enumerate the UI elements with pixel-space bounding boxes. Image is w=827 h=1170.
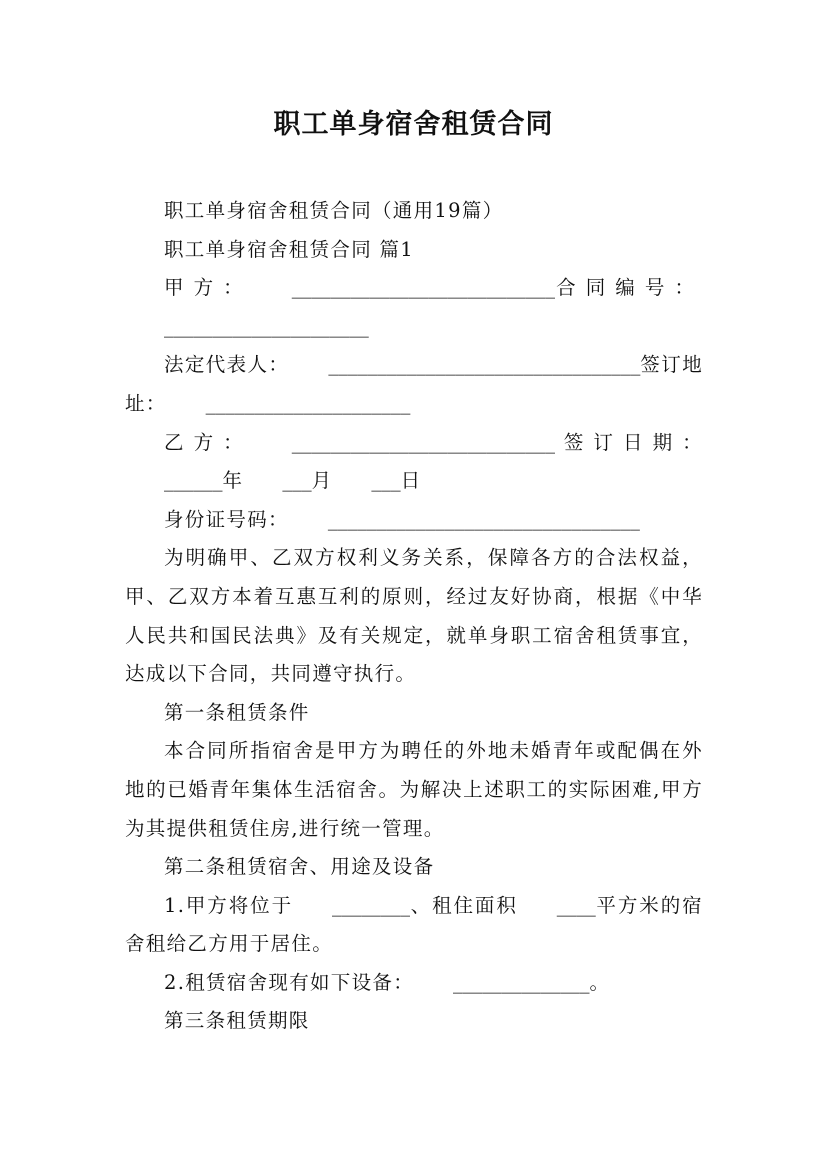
article1-heading: 第一条租赁条件: [164, 700, 310, 724]
document-body: [125, 192, 703, 1041]
article2-item1: [125, 887, 703, 964]
year-char: 年: [222, 469, 244, 493]
party-b-label: 乙方：: [164, 430, 253, 454]
month-blank: ___: [282, 469, 312, 493]
item1-mid: 、租住面积: [410, 893, 518, 917]
item2-suffix: 。: [589, 970, 611, 994]
sign-place-blank: _____________________: [205, 391, 411, 415]
article2-heading: 第二条租赁宿舍、用途及设备: [164, 855, 435, 879]
article2-item2: [125, 964, 703, 1003]
contract-no-label: 合同编号：: [555, 276, 703, 300]
contract-no-blank: _____________________: [164, 314, 369, 338]
id-line: [125, 501, 703, 540]
sign-date-label: 签订日期：: [555, 430, 703, 454]
item2-equipment-blank: ______________: [453, 970, 590, 994]
item2-prefix: 2.租赁宿舍现有如下设备：: [164, 970, 415, 994]
party-a-line: [125, 269, 703, 346]
party-b-line: [125, 424, 703, 501]
sign-date-year-blank: ______: [164, 469, 223, 493]
month-char: 月: [311, 469, 333, 493]
sign-place-label: 签订地址：: [125, 353, 703, 415]
party-a-label: 甲方：: [164, 276, 253, 300]
legal-rep-blank: ________________________________: [328, 353, 641, 377]
intro-paragraph: 为明确甲、乙双方权利义务关系，保障各方的合法权益，甲、乙双方本着互惠互利的原则，经过友好协商，根据《中华人民共和国民法典》及有关规定，就单身职工宿舍租赁事宜，达成以下合同，共同遵守执行。: [125, 546, 703, 686]
article3-heading: 第三条租赁期限: [164, 1009, 310, 1033]
item1-location-blank: ________: [332, 893, 410, 917]
id-label: 身份证号码：: [164, 507, 289, 531]
document-subtitle: 职工单身宿舍租赁合同（通用19篇）: [164, 199, 504, 222]
legal-rep-line: [125, 346, 703, 423]
day-char: 日: [400, 469, 422, 493]
party-b-blank: ___________________________: [291, 430, 556, 454]
party-a-blank: ___________________________: [291, 276, 556, 300]
item1-prefix: 1.甲方将位于: [164, 893, 293, 917]
document-title: 职工单身宿舍租赁合同: [273, 109, 554, 140]
legal-rep-label: 法定代表人：: [164, 353, 290, 377]
day-blank: ___: [371, 469, 401, 493]
article1-paragraph: 本合同所指宿舍是甲方为聘任的外地未婚青年或配偶在外地的已婚青年集体生活宿舍。为解决上述职工的实际困难,甲方为其提供租赁住房,进行统一管理。: [125, 739, 703, 840]
section-heading: 职工单身宿舍租赁合同 篇1: [164, 237, 415, 261]
id-blank: ________________________________: [327, 507, 640, 531]
item1-suffix: 平方米的宿舍租给乙方用于居住。: [125, 893, 703, 956]
item1-area-blank: ____: [556, 893, 596, 917]
